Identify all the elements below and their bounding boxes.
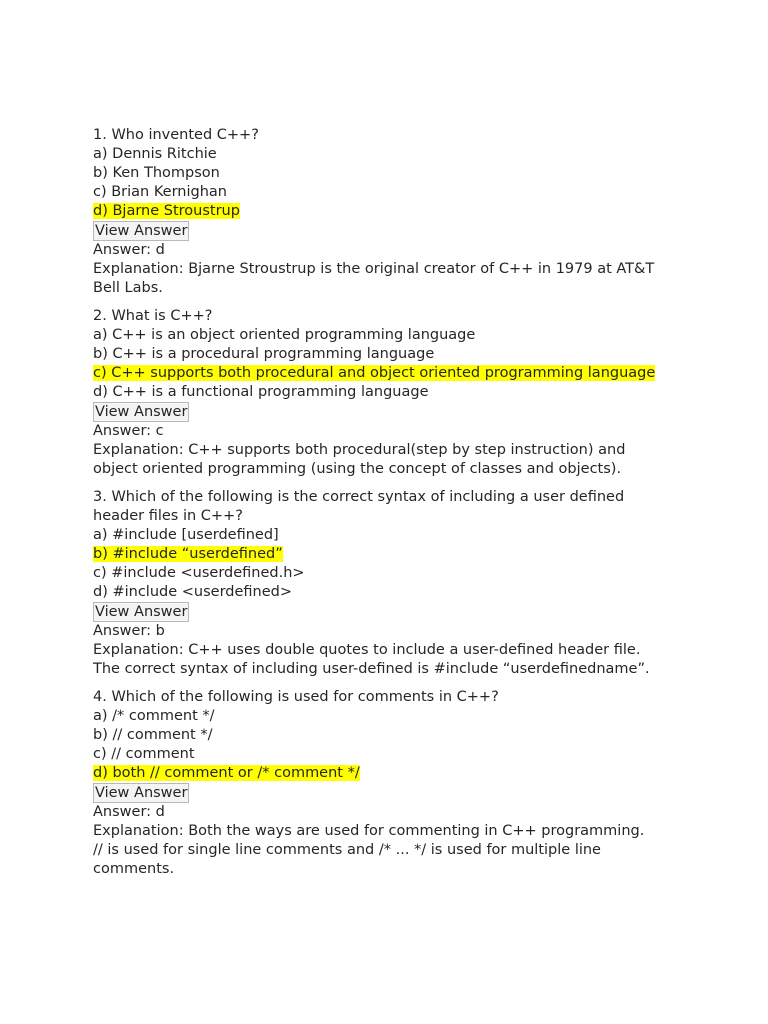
answer-text: Answer: b bbox=[93, 623, 165, 639]
option-c: c) // comment bbox=[93, 746, 195, 762]
question-text: 2. What is C++? bbox=[93, 308, 213, 324]
explanation-text: Explanation: Bjarne Stroustrup is the original creator of C++ in 1979 at AT&T Bell Labs. bbox=[93, 261, 655, 296]
question-block-4 bbox=[93, 688, 663, 879]
view-answer-button[interactable]: View Answer bbox=[95, 785, 188, 801]
explanation-text: Explanation: C++ supports both procedural(step by step instruction) and object oriented programming (using the concept of classes and objects). bbox=[93, 442, 626, 477]
option-b-highlighted: b) #include “userdefined” bbox=[93, 546, 283, 562]
option-c-highlighted: c) C++ supports both procedural and object oriented programming language bbox=[93, 365, 656, 381]
view-answer-button[interactable]: View Answer bbox=[95, 223, 188, 239]
option-d: d) #include <userdefined> bbox=[93, 584, 293, 600]
question-block-1 bbox=[93, 126, 663, 298]
question-block-2 bbox=[93, 307, 663, 479]
option-d-highlighted: d) both // comment or /* comment */ bbox=[93, 765, 360, 781]
answer-text: Answer: d bbox=[93, 242, 165, 258]
option-a: a) /* comment */ bbox=[93, 708, 215, 724]
option-c: c) #include <userdefined.h> bbox=[93, 565, 305, 581]
option-b: b) C++ is a procedural programming language bbox=[93, 346, 435, 362]
option-d-highlighted: d) Bjarne Stroustrup bbox=[93, 203, 240, 219]
option-a: a) C++ is an object oriented programming language bbox=[93, 327, 476, 343]
option-d: d) C++ is a functional programming language bbox=[93, 384, 429, 400]
option-b: b) Ken Thompson bbox=[93, 165, 220, 181]
answer-text: Answer: d bbox=[93, 804, 165, 820]
question-block-3 bbox=[93, 488, 663, 679]
question-text: 3. Which of the following is the correct syntax of including a user defined header files in C++? bbox=[93, 489, 625, 524]
explanation-text: Explanation: Both the ways are used for commenting in C++ programming. // is used for single line comments and /* ... */ is used for multiple line comments. bbox=[93, 823, 645, 877]
answer-text: Answer: c bbox=[93, 423, 164, 439]
option-c: c) Brian Kernighan bbox=[93, 184, 227, 200]
view-answer-button[interactable]: View Answer bbox=[95, 404, 188, 420]
option-a: a) #include [userdefined] bbox=[93, 527, 279, 543]
view-answer-button[interactable]: View Answer bbox=[95, 604, 188, 620]
option-b: b) // comment */ bbox=[93, 727, 213, 743]
question-text: 1. Who invented C++? bbox=[93, 127, 259, 143]
explanation-text: Explanation: C++ uses double quotes to include a user-defined header file. The correct syntax of including user-defined is #include “userdefinedname”. bbox=[93, 642, 650, 677]
question-text: 4. Which of the following is used for comments in C++? bbox=[93, 689, 499, 705]
quiz-document bbox=[93, 126, 663, 888]
option-a: a) Dennis Ritchie bbox=[93, 146, 217, 162]
